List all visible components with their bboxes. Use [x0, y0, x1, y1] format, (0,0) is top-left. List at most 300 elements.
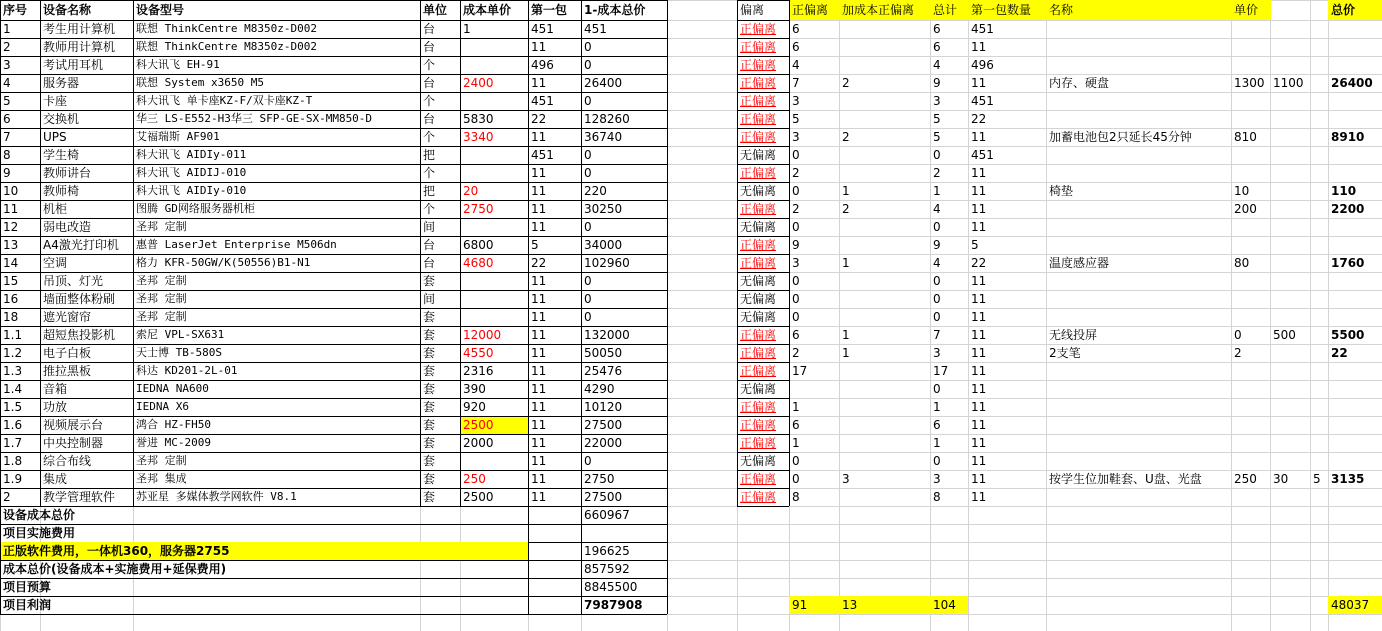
cell-subtotal: 1 [933, 436, 941, 450]
left-cell-unit: 套 [423, 454, 436, 468]
left-cell-name: 功放 [43, 400, 68, 414]
left-cell-name: 弱电改造 [43, 220, 92, 234]
left-cell-no: 1 [3, 22, 11, 36]
cell-first-package-qty: 11 [971, 184, 987, 198]
left-cell-model: 鸿合 HZ-FH50 [136, 418, 211, 431]
cell-item-total [1328, 38, 1382, 56]
deviation-link[interactable]: 正偏离 [740, 58, 777, 72]
left-cell-total: 25476 [584, 364, 623, 378]
cell-subtotal: 9 [933, 238, 941, 252]
cell-item-total [1328, 20, 1382, 38]
summary-label: 设备成本总价 [3, 508, 76, 522]
cell-added-cost-deviation: 2 [842, 130, 850, 144]
left-cell-no: 15 [3, 274, 19, 288]
left-cell-no: 5 [3, 94, 11, 108]
deviation-link[interactable]: 正偏离 [740, 472, 777, 486]
left-cell-model: 圣邦 定制 [136, 454, 187, 467]
cell-item-price-1: 10 [1234, 184, 1250, 198]
left-cell-model: 科大讯飞 AIDIy-010 [136, 184, 247, 197]
cell-first-package-qty: 11 [971, 76, 987, 90]
cell-first-package-qty: 11 [971, 418, 987, 432]
left-cell-no: 1.5 [3, 400, 23, 414]
left-cell-unit: 套 [423, 400, 436, 414]
left-cell-name: 遮光窗帘 [43, 310, 92, 324]
left-cell-name: 超短焦投影机 [43, 328, 116, 342]
cell-item-total: 1760 [1331, 256, 1365, 270]
cell-item-price-3 [1310, 56, 1328, 74]
cell-item-total [1328, 218, 1382, 236]
deviation-link[interactable]: 无偏离 [740, 184, 777, 198]
deviation-link[interactable]: 无偏离 [740, 274, 777, 288]
summary-label: 正版软件费用，一体机360，服务器2755 [3, 544, 230, 558]
cell-added-cost-deviation: 3 [842, 472, 850, 486]
left-cell-model: 誉进 MC-2009 [136, 436, 211, 449]
header-positive-deviation: 正偏离 [792, 3, 829, 17]
left-cell-no: 12 [3, 220, 19, 234]
left-cell-no: 11 [3, 202, 19, 216]
cell-positive-deviation: 1 [792, 436, 800, 450]
left-cell-price: 390 [463, 382, 486, 396]
cell-item-name [1046, 290, 1231, 308]
cell-item-name: 椅垫 [1049, 184, 1074, 198]
left-cell-unit: 套 [423, 274, 436, 288]
cell-added-cost-deviation [839, 434, 930, 452]
cell-positive-deviation: 1 [792, 400, 800, 414]
cell-item-price-2 [1270, 272, 1310, 290]
cell-added-cost-deviation: 1 [842, 256, 850, 270]
left-cell-name: UPS [43, 130, 67, 144]
left-cell-unit: 套 [423, 328, 436, 342]
cell-positive-deviation: 9 [792, 238, 800, 252]
left-cell-pkg: 11 [531, 346, 547, 360]
left-cell-price [460, 290, 528, 308]
deviation-link[interactable]: 正偏离 [740, 166, 777, 180]
cell-item-price-3 [1310, 236, 1328, 254]
cell-positive-deviation: 0 [792, 310, 800, 324]
cell-item-price-3 [1310, 74, 1328, 92]
left-cell-pkg: 22 [531, 112, 547, 126]
left-cell-name: 教学管理软件 [43, 490, 116, 504]
deviation-link[interactable]: 无偏离 [740, 292, 777, 306]
cell-item-price-2 [1270, 380, 1310, 398]
cell-added-cost-deviation: 2 [842, 202, 850, 216]
left-cell-name: 教师讲台 [43, 166, 92, 180]
cell-item-price-2 [1270, 164, 1310, 182]
left-cell-pkg: 11 [531, 382, 547, 396]
deviation-link[interactable]: 正偏离 [740, 94, 777, 108]
cell-item-name [1046, 218, 1231, 236]
cell-item-total [1328, 416, 1382, 434]
deviation-link[interactable]: 正偏离 [740, 22, 777, 36]
cell-first-package-qty: 11 [971, 454, 987, 468]
cell-added-cost-deviation [839, 308, 930, 326]
deviation-link[interactable]: 正偏离 [740, 328, 777, 342]
cell-item-price-2 [1270, 398, 1310, 416]
left-cell-name: 音箱 [43, 382, 68, 396]
left-cell-unit: 套 [423, 310, 436, 324]
left-cell-name: 卡座 [43, 94, 68, 108]
deviation-link[interactable]: 正偏离 [740, 130, 777, 144]
cell-positive-deviation: 4 [792, 58, 800, 72]
cell-subtotal: 17 [933, 364, 949, 378]
cell-subtotal: 7 [933, 328, 941, 342]
left-cell-model: 科大讯飞 单卡座KZ-F/双卡座KZ-T [136, 94, 313, 107]
left-cell-unit: 把 [423, 148, 436, 162]
left-cell-pkg: 11 [531, 328, 547, 342]
cell-item-total [1328, 164, 1382, 182]
left-cell-unit: 个 [423, 94, 436, 108]
total-item-total: 48037 [1331, 598, 1370, 612]
cell-item-name [1046, 56, 1231, 74]
cell-item-price-1 [1231, 146, 1270, 164]
deviation-link[interactable]: 无偏离 [740, 220, 777, 234]
left-cell-pkg: 11 [531, 184, 547, 198]
left-cell-pkg: 496 [531, 58, 554, 72]
left-cell-pkg: 11 [531, 202, 547, 216]
cell-item-price-1: 250 [1234, 472, 1257, 486]
left-cell-no: 7 [3, 130, 11, 144]
left-cell-name: 教师用计算机 [43, 40, 116, 54]
cell-item-price-2: 1100 [1273, 76, 1304, 90]
deviation-link[interactable]: 正偏离 [740, 364, 777, 378]
cell-item-price-3 [1310, 380, 1328, 398]
header-added-cost-deviation: 加成本正偏离 [842, 3, 915, 17]
cell-item-name [1046, 452, 1231, 470]
cell-item-price-3 [1310, 290, 1328, 308]
left-cell-no: 4 [3, 76, 11, 90]
cell-added-cost-deviation [839, 146, 930, 164]
left-cell-no: 1.6 [3, 418, 23, 432]
cell-added-cost-deviation: 1 [842, 328, 850, 342]
cell-item-price-1 [1231, 164, 1270, 182]
cell-item-price-3 [1310, 20, 1328, 38]
cell-subtotal: 0 [933, 274, 941, 288]
deviation-link[interactable]: 无偏离 [740, 310, 777, 324]
cell-item-price-2 [1270, 128, 1310, 146]
cell-item-price-1 [1231, 416, 1270, 434]
left-cell-model: 圣邦 集成 [136, 472, 187, 485]
deviation-link[interactable]: 正偏离 [740, 436, 777, 450]
left-cell-unit: 个 [423, 166, 436, 180]
cell-item-price-1 [1231, 362, 1270, 380]
cell-item-total [1328, 272, 1382, 290]
left-cell-name: 机柜 [43, 202, 68, 216]
cell-item-price-1 [1231, 452, 1270, 470]
left-cell-price: 2000 [463, 436, 494, 450]
left-cell-unit: 台 [423, 256, 436, 270]
cell-item-total: 110 [1331, 184, 1357, 198]
cell-added-cost-deviation: 2 [842, 76, 850, 90]
cell-item-price-3 [1310, 164, 1328, 182]
cell-item-price-3 [1310, 416, 1328, 434]
cell-item-price-1 [1231, 20, 1270, 38]
cell-item-name [1046, 488, 1231, 506]
header-unit: 单位 [423, 3, 448, 17]
left-cell-price [460, 146, 528, 164]
cell-subtotal: 0 [933, 310, 941, 324]
summary-label: 成本总价(设备成本+实施费用+延保费用) [3, 562, 227, 576]
left-cell-pkg: 451 [531, 22, 554, 36]
left-cell-pkg: 11 [531, 220, 547, 234]
left-cell-price: 4550 [463, 346, 494, 360]
left-cell-total: 26400 [584, 76, 623, 90]
left-cell-name: 推拉黑板 [43, 364, 92, 378]
left-cell-model: 索尼 VPL-SX631 [136, 328, 225, 341]
cell-item-name [1046, 380, 1231, 398]
left-cell-total: 0 [584, 94, 592, 108]
left-cell-name: 教师椅 [43, 184, 80, 198]
cell-first-package-qty: 11 [971, 490, 987, 504]
cell-positive-deviation: 6 [792, 418, 800, 432]
cell-positive-deviation: 6 [792, 22, 800, 36]
header-first-package-qty: 第一包数量 [971, 3, 1032, 17]
cell-subtotal: 6 [933, 418, 941, 432]
header-first-package: 第一包 [531, 3, 568, 17]
cell-first-package-qty: 11 [971, 382, 987, 396]
left-cell-pkg: 451 [531, 148, 554, 162]
cell-item-name [1046, 416, 1231, 434]
cell-item-price-1 [1231, 488, 1270, 506]
left-cell-no: 6 [3, 112, 11, 126]
left-cell-price: 2750 [463, 202, 494, 216]
left-cell-model: 联想 System x3650 M5 [136, 76, 264, 89]
summary-value: 196625 [584, 544, 630, 558]
header-subtotal: 总计 [933, 3, 958, 17]
deviation-link[interactable]: 正偏离 [740, 202, 777, 216]
header-unit-price: 成本单价 [463, 3, 512, 17]
left-cell-price: 12000 [463, 328, 502, 342]
deviation-link[interactable]: 无偏离 [740, 382, 777, 396]
cell-positive-deviation: 3 [792, 130, 800, 144]
deviation-link[interactable]: 正偏离 [740, 400, 777, 414]
cell-first-package-qty: 11 [971, 130, 987, 144]
cell-item-price-2 [1270, 488, 1310, 506]
cell-item-name: 无线投屏 [1049, 328, 1098, 342]
cell-subtotal: 9 [933, 76, 941, 90]
left-cell-price [460, 38, 528, 56]
left-cell-unit: 台 [423, 112, 436, 126]
cell-item-name: 内存、硬盘 [1049, 76, 1110, 90]
cell-added-cost-deviation [839, 38, 930, 56]
cell-item-price-2 [1270, 434, 1310, 452]
left-cell-total: 0 [584, 58, 592, 72]
cell-subtotal: 4 [933, 202, 941, 216]
left-cell-model: 华三 LS-E552-H3华三 SFP-GE-SX-MM850-D [136, 112, 373, 125]
deviation-link[interactable]: 正偏离 [740, 40, 777, 54]
cell-subtotal: 3 [933, 94, 941, 108]
left-cell-price [460, 92, 528, 110]
cell-item-price-1: 1300 [1234, 76, 1265, 90]
cell-item-price-3 [1310, 146, 1328, 164]
left-cell-no: 1.8 [3, 454, 23, 468]
cell-item-total [1328, 398, 1382, 416]
left-cell-model: 圣邦 定制 [136, 310, 187, 323]
cell-positive-deviation: 0 [792, 454, 800, 468]
left-cell-total: 0 [584, 454, 592, 468]
left-cell-total: 451 [584, 22, 607, 36]
left-cell-no: 1.9 [3, 472, 23, 486]
left-cell-total: 0 [584, 310, 592, 324]
cell-item-name [1046, 164, 1231, 182]
cell-added-cost-deviation [839, 218, 930, 236]
left-cell-pkg: 11 [531, 40, 547, 54]
left-cell-unit: 套 [423, 490, 436, 504]
total-added-cost-deviation: 13 [842, 598, 858, 612]
left-cell-name: 空调 [43, 256, 68, 270]
cell-positive-deviation: 0 [792, 274, 800, 288]
left-cell-pkg: 11 [531, 400, 547, 414]
cell-first-package-qty: 496 [971, 58, 994, 72]
cell-first-package-qty: 451 [971, 22, 994, 36]
left-cell-total: 50050 [584, 346, 623, 360]
left-cell-name: 交换机 [43, 112, 80, 126]
cell-positive-deviation: 2 [792, 202, 800, 216]
cell-subtotal: 0 [933, 220, 941, 234]
cell-positive-deviation: 17 [792, 364, 808, 378]
left-cell-total: 0 [584, 166, 592, 180]
cell-item-name: 2支笔 [1049, 346, 1081, 360]
cell-item-price-1 [1231, 380, 1270, 398]
left-cell-name: 视频展示台 [43, 418, 104, 432]
cell-first-package-qty: 11 [971, 346, 987, 360]
cell-item-price-1 [1231, 236, 1270, 254]
summary-label: 项目实施费用 [3, 526, 76, 540]
cell-item-price-2: 500 [1273, 328, 1296, 342]
cell-added-cost-deviation [839, 92, 930, 110]
cell-added-cost-deviation [839, 290, 930, 308]
cell-positive-deviation: 0 [792, 148, 800, 162]
cell-subtotal: 4 [933, 58, 941, 72]
cell-item-price-2 [1270, 236, 1310, 254]
cell-first-package-qty: 11 [971, 400, 987, 414]
cell-positive-deviation: 0 [792, 184, 800, 198]
left-cell-price: 20 [463, 184, 479, 198]
cell-positive-deviation: 0 [792, 220, 800, 234]
cell-item-name [1046, 20, 1231, 38]
cell-item-price-3 [1310, 200, 1328, 218]
cell-positive-deviation [789, 380, 839, 398]
deviation-link[interactable]: 正偏离 [740, 238, 777, 252]
left-cell-unit: 把 [423, 184, 436, 198]
deviation-link[interactable]: 正偏离 [740, 490, 777, 504]
cell-item-price-1: 80 [1234, 256, 1250, 270]
deviation-link[interactable]: 正偏离 [740, 76, 777, 90]
cell-item-total [1328, 146, 1382, 164]
left-cell-model: 科达 KD201-2L-01 [136, 364, 238, 377]
cell-item-name: 温度感应器 [1049, 256, 1110, 270]
left-cell-model: 苏亚星 多媒体教学网软件 V8.1 [136, 490, 297, 503]
cell-item-total [1328, 92, 1382, 110]
left-cell-unit: 套 [423, 382, 436, 396]
cell-item-price-1: 810 [1234, 130, 1257, 144]
cell-first-package-qty: 22 [971, 256, 987, 270]
cell-positive-deviation: 2 [792, 346, 800, 360]
cell-item-price-3 [1310, 326, 1328, 344]
left-cell-unit: 间 [423, 220, 436, 234]
left-cell-price: 2316 [463, 364, 494, 378]
deviation-link[interactable]: 正偏离 [740, 256, 777, 270]
left-cell-pkg: 11 [531, 472, 547, 486]
total-positive-deviation: 91 [792, 598, 808, 612]
cell-item-price-3 [1310, 362, 1328, 380]
left-cell-model: 格力 KFR-50GW/K(50556)B1-N1 [136, 256, 311, 269]
cell-item-total: 22 [1331, 346, 1348, 360]
header-seq: 序号 [3, 3, 28, 17]
cell-item-total [1328, 110, 1382, 128]
left-cell-name: 吊顶、灯光 [43, 274, 104, 288]
left-cell-pkg: 11 [531, 292, 547, 306]
cell-item-price-3 [1310, 272, 1328, 290]
cell-item-price-1 [1231, 110, 1270, 128]
left-cell-name: 电子白板 [43, 346, 92, 360]
cell-added-cost-deviation: 1 [842, 184, 850, 198]
cell-item-name [1046, 434, 1231, 452]
cell-item-price-2 [1270, 38, 1310, 56]
left-cell-price: 2400 [463, 76, 494, 90]
header-device-model: 设备型号 [136, 3, 185, 17]
cell-added-cost-deviation [839, 20, 930, 38]
left-cell-model: 科大讯飞 EH-91 [136, 58, 220, 71]
left-cell-model: 惠普 LaserJet Enterprise M506dn [136, 238, 337, 251]
cell-added-cost-deviation [839, 236, 930, 254]
left-cell-total: 30250 [584, 202, 623, 216]
left-cell-unit: 个 [423, 202, 436, 216]
cell-item-total [1328, 290, 1382, 308]
left-cell-no: 18 [3, 310, 19, 324]
header-total-price: 1-成本总价 [584, 3, 646, 17]
deviation-link[interactable]: 正偏离 [740, 346, 777, 360]
cell-first-package-qty: 5 [971, 238, 979, 252]
cell-positive-deviation: 0 [792, 292, 800, 306]
cell-subtotal: 0 [933, 148, 941, 162]
cell-subtotal: 4 [933, 256, 941, 270]
cell-item-price-2 [1270, 92, 1310, 110]
left-cell-total: 0 [584, 148, 592, 162]
left-cell-price [460, 164, 528, 182]
cell-positive-deviation: 6 [792, 40, 800, 54]
deviation-link[interactable]: 无偏离 [740, 148, 777, 162]
left-cell-model: 科大讯飞 AIDIy-011 [136, 148, 247, 161]
cell-item-price-3 [1310, 452, 1328, 470]
cell-item-name [1046, 398, 1231, 416]
cell-subtotal: 3 [933, 346, 941, 360]
left-cell-name: 学生椅 [43, 148, 80, 162]
left-cell-unit: 套 [423, 364, 436, 378]
cell-item-price-2 [1270, 452, 1310, 470]
left-cell-price: 5830 [463, 112, 494, 126]
deviation-link[interactable]: 正偏离 [740, 112, 777, 126]
left-cell-price: 1 [463, 22, 471, 36]
deviation-link[interactable]: 无偏离 [740, 454, 777, 468]
cell-item-price-2 [1270, 416, 1310, 434]
cell-first-package-qty: 11 [971, 40, 987, 54]
left-cell-model: IEDNA X6 [136, 400, 189, 413]
cell-item-name [1046, 362, 1231, 380]
deviation-link[interactable]: 正偏离 [740, 418, 777, 432]
left-cell-total: 132000 [584, 328, 630, 342]
left-cell-total: 102960 [584, 256, 630, 270]
cell-item-price-1 [1231, 308, 1270, 326]
cell-item-name [1046, 146, 1231, 164]
left-cell-price [460, 308, 528, 326]
left-cell-no: 1.1 [3, 328, 23, 342]
cell-item-price-3 [1310, 254, 1328, 272]
cell-item-total [1328, 434, 1382, 452]
cell-item-name: 按学生位加鞋套、U盘、光盘 [1049, 472, 1202, 486]
left-cell-no: 14 [3, 256, 19, 270]
left-cell-no: 10 [3, 184, 19, 198]
left-cell-price [460, 452, 528, 470]
